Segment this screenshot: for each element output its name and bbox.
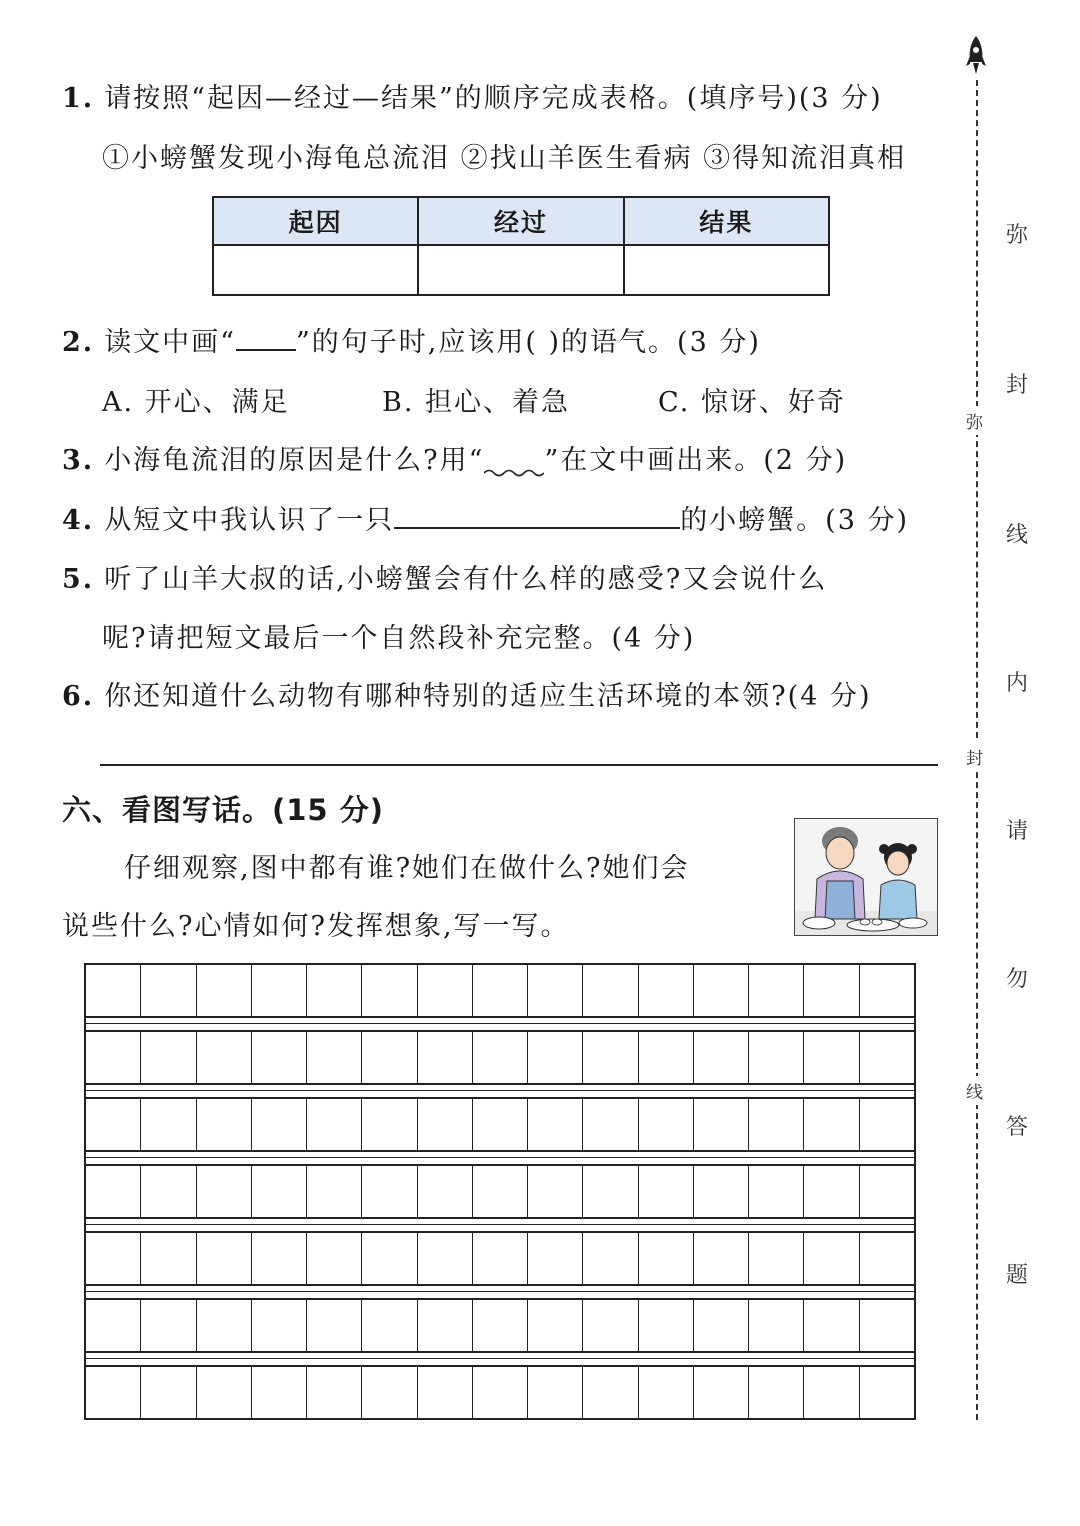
writing-cell[interactable]	[528, 1166, 583, 1217]
writing-cell[interactable]	[639, 965, 694, 1016]
straight-underline-sample	[236, 327, 296, 351]
writing-cell[interactable]	[307, 1099, 362, 1150]
writing-cell[interactable]	[583, 1032, 638, 1083]
illustration-grandma-girl	[794, 818, 938, 936]
question-1	[62, 76, 883, 115]
writing-cell[interactable]	[86, 1367, 141, 1418]
writing-cell[interactable]	[639, 1099, 694, 1150]
question-number: 4.	[62, 505, 95, 536]
question-text-post: 的小螃蟹。(3 分)	[680, 505, 910, 536]
question-3	[62, 438, 847, 477]
writing-cell[interactable]	[86, 1166, 141, 1217]
option-b[interactable]: B. 担心、着急	[382, 387, 571, 418]
writing-cell[interactable]	[639, 1367, 694, 1418]
writing-cell[interactable]	[307, 965, 362, 1016]
dashed-line-label: 线	[966, 1076, 983, 1105]
writing-cell[interactable]	[804, 965, 859, 1016]
writing-cell[interactable]	[639, 1300, 694, 1351]
writing-cell[interactable]	[141, 1099, 196, 1150]
question-6	[62, 674, 872, 713]
writing-cell[interactable]	[252, 965, 307, 1016]
writing-cell[interactable]	[362, 965, 417, 1016]
writing-cell[interactable]	[307, 1032, 362, 1083]
writing-cell[interactable]	[804, 1032, 859, 1083]
writing-cell[interactable]	[197, 1032, 252, 1083]
writing-cell[interactable]	[141, 1233, 196, 1284]
question-5	[62, 557, 827, 596]
answer-blank[interactable]	[394, 505, 680, 529]
table-header-cause: 起因	[213, 197, 418, 245]
question-text: 请按照“起因—经过—结果”的顺序完成表格。(填序号)(3 分)	[104, 83, 883, 114]
writing-cell[interactable]	[694, 1233, 749, 1284]
table-header-result: 结果	[624, 197, 829, 245]
question-text-line1: 听了山羊大叔的话,小螃蟹会有什么样的感受?又会说什么	[104, 564, 828, 595]
writing-grid[interactable]	[84, 963, 916, 1420]
margin-char: 答	[1006, 1115, 1029, 1140]
writing-cell[interactable]	[418, 1166, 473, 1217]
grid-row	[84, 1365, 916, 1420]
writing-cell[interactable]	[860, 1166, 914, 1217]
writing-cell[interactable]	[860, 1032, 914, 1083]
writing-cell[interactable]	[418, 1032, 473, 1083]
writing-cell[interactable]	[528, 965, 583, 1016]
writing-cell[interactable]	[804, 1367, 859, 1418]
section-title: 六、看图写话。(15 分)	[62, 793, 384, 827]
grid-row	[84, 963, 916, 1018]
writing-cell[interactable]	[307, 1166, 362, 1217]
question-number: 3.	[62, 445, 95, 476]
writing-cell[interactable]	[362, 1300, 417, 1351]
writing-cell[interactable]	[362, 1367, 417, 1418]
writing-cell[interactable]	[804, 1099, 859, 1150]
writing-cell[interactable]	[749, 965, 804, 1016]
writing-prompt-line2: 说些什么?心情如何?发挥想象,写一写。	[62, 911, 570, 942]
writing-cell[interactable]	[583, 1233, 638, 1284]
writing-cell[interactable]	[528, 1099, 583, 1150]
writing-cell[interactable]	[473, 1233, 528, 1284]
question-text-post: ”的句子时,应该用( )的语气。(3 分)	[296, 327, 761, 358]
writing-cell[interactable]	[252, 1367, 307, 1418]
writing-cell[interactable]	[141, 1300, 196, 1351]
writing-cell[interactable]	[362, 1032, 417, 1083]
writing-cell[interactable]	[583, 1166, 638, 1217]
writing-cell[interactable]	[307, 1233, 362, 1284]
question-text-pre: 读文中画“	[104, 327, 236, 358]
writing-cell[interactable]	[473, 1032, 528, 1083]
writing-cell[interactable]	[362, 1166, 417, 1217]
question-4	[62, 498, 909, 537]
grid-row-gap	[84, 1219, 916, 1231]
answer-cell-result[interactable]	[624, 245, 829, 295]
writing-cell[interactable]	[804, 1233, 859, 1284]
writing-cell[interactable]	[804, 1300, 859, 1351]
question-number: 1.	[62, 83, 95, 114]
writing-cell[interactable]	[362, 1233, 417, 1284]
writing-cell[interactable]	[473, 1367, 528, 1418]
writing-cell[interactable]	[418, 1233, 473, 1284]
question-number: 6.	[62, 681, 95, 712]
writing-cell[interactable]	[694, 1166, 749, 1217]
writing-cell[interactable]	[252, 1233, 307, 1284]
writing-cell[interactable]	[639, 1166, 694, 1217]
writing-cell[interactable]	[418, 965, 473, 1016]
question-5-line2: 呢?请把短文最后一个自然段补充完整。(4 分)	[102, 623, 696, 654]
writing-cell[interactable]	[528, 1233, 583, 1284]
writing-cell[interactable]	[473, 1300, 528, 1351]
rocket-icon	[966, 36, 986, 78]
option-a[interactable]: A. 开心、满足	[102, 387, 290, 418]
writing-cell[interactable]	[639, 1233, 694, 1284]
table-header-process: 经过	[418, 197, 623, 245]
grid-row	[84, 1097, 916, 1152]
writing-cell[interactable]	[528, 1300, 583, 1351]
margin-char: 请	[1006, 819, 1029, 844]
answer-cell-process[interactable]	[418, 245, 623, 295]
writing-prompt-line1: 仔细观察,图中都有谁?她们在做什么?她们会	[124, 853, 690, 884]
question-text-pre: 从短文中我认识了一只	[104, 505, 395, 536]
writing-cell[interactable]	[252, 1300, 307, 1351]
writing-cell[interactable]	[197, 1099, 252, 1150]
writing-cell[interactable]	[860, 1233, 914, 1284]
writing-cell[interactable]	[252, 1166, 307, 1217]
dashed-line-label: 封	[966, 742, 983, 771]
writing-cell[interactable]	[749, 1032, 804, 1083]
grid-row-gap	[84, 1018, 916, 1030]
grid-row	[84, 1298, 916, 1353]
margin-char: 题	[1006, 1263, 1029, 1288]
writing-cell[interactable]	[197, 1300, 252, 1351]
writing-cell[interactable]	[418, 1300, 473, 1351]
writing-cell[interactable]	[639, 1032, 694, 1083]
writing-cell[interactable]	[473, 1166, 528, 1217]
writing-cell[interactable]	[749, 1300, 804, 1351]
writing-cell[interactable]	[694, 965, 749, 1016]
margin-char: 勿	[1006, 967, 1029, 992]
answer-cell-cause[interactable]	[213, 245, 418, 295]
writing-cell[interactable]	[86, 1099, 141, 1150]
writing-cell[interactable]	[307, 1367, 362, 1418]
grid-row-gap	[84, 1286, 916, 1298]
writing-cell[interactable]	[804, 1166, 859, 1217]
writing-cell[interactable]	[197, 1166, 252, 1217]
writing-cell[interactable]	[252, 1032, 307, 1083]
writing-cell[interactable]	[197, 1233, 252, 1284]
grid-row-gap	[84, 1353, 916, 1365]
grid-row	[84, 1030, 916, 1085]
question-number: 5.	[62, 564, 95, 595]
writing-cell[interactable]	[86, 1300, 141, 1351]
question-text: 你还知道什么动物有哪种特别的适应生活环境的本领?(4 分)	[104, 681, 872, 712]
writing-cell[interactable]	[749, 1233, 804, 1284]
writing-cell[interactable]	[583, 1367, 638, 1418]
writing-cell[interactable]	[307, 1300, 362, 1351]
option-c[interactable]: C. 惊讶、好奇	[658, 387, 846, 418]
wavy-underline-sample	[484, 447, 544, 469]
writing-cell[interactable]	[860, 1367, 914, 1418]
grid-row	[84, 1164, 916, 1219]
writing-cell[interactable]	[528, 1367, 583, 1418]
margin-char: 内	[1006, 671, 1029, 696]
writing-cell[interactable]	[141, 965, 196, 1016]
writing-cell[interactable]	[694, 1099, 749, 1150]
writing-cell[interactable]	[528, 1032, 583, 1083]
writing-cell[interactable]	[694, 1367, 749, 1418]
margin-char: 封	[1006, 373, 1029, 398]
answer-line[interactable]	[100, 764, 938, 766]
writing-cell[interactable]	[418, 1099, 473, 1150]
grid-row-gap	[84, 1085, 916, 1097]
writing-cell[interactable]	[418, 1367, 473, 1418]
writing-cell[interactable]	[583, 965, 638, 1016]
writing-cell[interactable]	[141, 1032, 196, 1083]
writing-cell[interactable]	[473, 1099, 528, 1150]
question-text-post: ”在文中画出来。(2 分)	[544, 445, 848, 476]
question-1-options: ①小螃蟹发现小海龟总流泪 ②找山羊医生看病 ③得知流泪真相	[102, 143, 907, 174]
margin-char: 弥	[1006, 223, 1029, 248]
writing-cell[interactable]	[473, 965, 528, 1016]
writing-cell[interactable]	[197, 1367, 252, 1418]
writing-cell[interactable]	[583, 1300, 638, 1351]
writing-cell[interactable]	[749, 1099, 804, 1150]
writing-cell[interactable]	[749, 1166, 804, 1217]
grid-row-gap	[84, 1152, 916, 1164]
writing-cell[interactable]	[362, 1099, 417, 1150]
writing-cell[interactable]	[86, 1032, 141, 1083]
writing-cell[interactable]	[197, 965, 252, 1016]
question-2	[62, 320, 761, 359]
question-text-pre: 小海龟流泪的原因是什么?用“	[104, 445, 485, 476]
writing-cell[interactable]	[694, 1300, 749, 1351]
grid-row	[84, 1231, 916, 1286]
writing-cell[interactable]	[860, 1300, 914, 1351]
writing-cell[interactable]	[860, 965, 914, 1016]
writing-cell[interactable]	[583, 1099, 638, 1150]
dashed-line-label: 弥	[966, 406, 983, 435]
sequence-table	[212, 196, 830, 296]
margin-char: 线	[1006, 523, 1029, 548]
writing-cell[interactable]	[860, 1099, 914, 1150]
question-number: 2.	[62, 327, 95, 358]
writing-cell[interactable]	[141, 1166, 196, 1217]
writing-cell[interactable]	[749, 1367, 804, 1418]
writing-cell[interactable]	[252, 1099, 307, 1150]
writing-cell[interactable]	[86, 1233, 141, 1284]
writing-cell[interactable]	[694, 1032, 749, 1083]
writing-cell[interactable]	[141, 1367, 196, 1418]
writing-cell[interactable]	[86, 965, 141, 1016]
